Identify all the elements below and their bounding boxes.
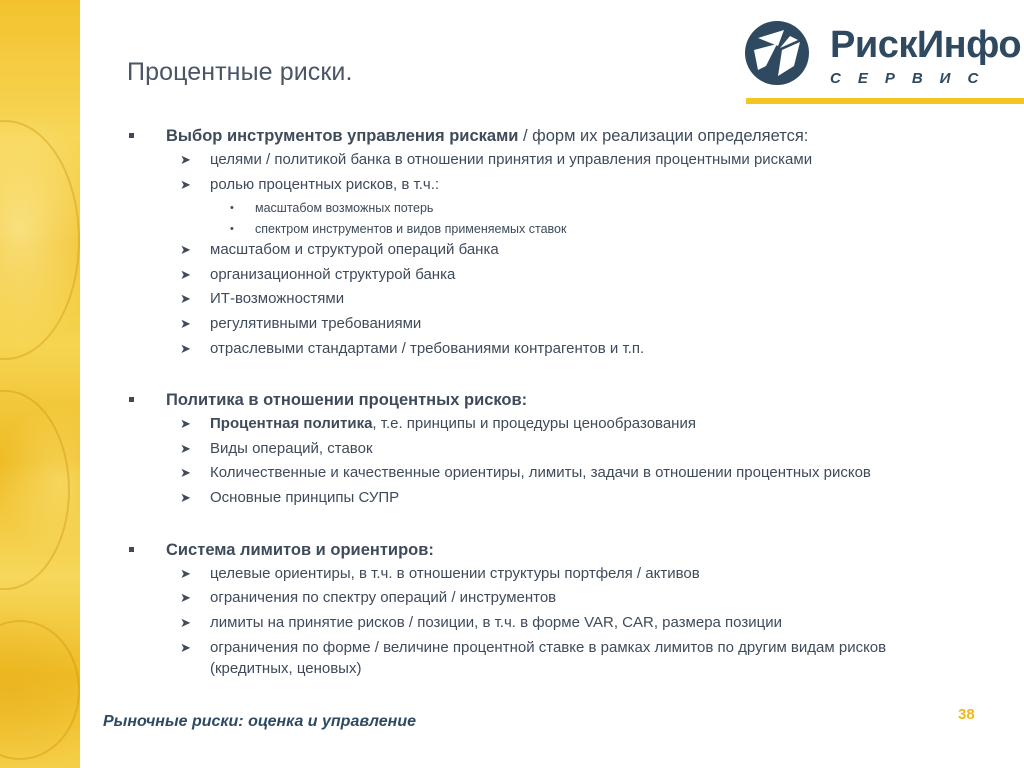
slide-footer: Рыночные риски: оценка и управление: [103, 713, 416, 730]
arrowhead-bullet-icon: ➤: [180, 176, 191, 192]
section-heading: [127, 126, 1007, 150]
section-heading: [127, 540, 1007, 564]
decorative-gold-coin-band: [0, 0, 80, 768]
logo-subtitle: СЕРВИС: [830, 70, 996, 87]
logo-brand-name: РискИнфо: [830, 24, 1022, 66]
coin-outline: [0, 620, 80, 760]
arrowhead-bullet-icon: ➤: [180, 640, 191, 656]
list-item: ➤ ролью процентных рисков, в т.ч.:: [180, 175, 440, 193]
coin-outline: [0, 390, 70, 590]
list-item: ➤ регулятивными требованиями: [180, 314, 422, 332]
arrowhead-bullet-icon: ➤: [180, 489, 191, 505]
dot-bullet-icon: •: [230, 202, 234, 215]
square-bullet-icon: [129, 397, 134, 402]
list-item: ➤ Количественные и качественные ориентиры, лимиты, задачи в отношении процентных рисков: [180, 464, 871, 482]
sub-list-item: • масштабом возможных потерь: [230, 201, 434, 216]
arrowhead-bullet-icon: ➤: [180, 590, 191, 606]
arrowhead-bullet-icon: ➤: [180, 315, 191, 331]
list-item: ➤ ограничения по спектру операций / инструментов: [180, 589, 557, 607]
heading-bold-text: Политика в отношении процентных рисков:: [166, 391, 528, 410]
list-item: ➤ масштабом и структурой операций банка: [180, 241, 499, 259]
bullet-content: [127, 126, 1007, 679]
list-item: ➤ ограничения по форме / величине процентной ставке в рамках лимитов по другим видам рисков (кредитных, ценовых): [180, 639, 887, 678]
section-heading: [127, 390, 1007, 414]
coin-outline: [0, 120, 80, 360]
heading-bold-text: Система лимитов и ориентиров:: [166, 540, 434, 559]
arrowhead-bullet-icon: ➤: [180, 266, 191, 282]
arrowhead-bullet-icon: ➤: [180, 152, 191, 167]
section-policy: [127, 390, 1007, 512]
arrowhead-bullet-icon: ➤: [180, 565, 191, 581]
logo-accent-rule: [746, 98, 1024, 104]
dot-bullet-icon: •: [230, 222, 234, 235]
square-bullet-icon: [129, 547, 134, 552]
arrowhead-bullet-icon: ➤: [180, 340, 191, 356]
riskinfo-logo: [744, 20, 1024, 106]
page-number: 38: [958, 706, 975, 723]
list-item: ➤ лимиты на принятие рисков / позиции, в т.ч. в форме VAR, CAR, размера позиции: [180, 613, 782, 631]
list-item: ➤ организационной структурой банка: [180, 265, 456, 283]
list-item: ➤ Основные принципы СУПР: [180, 488, 400, 506]
heading-rest-text: / форм их реализации определяется:: [518, 127, 809, 145]
slide-title: Процентные риски.: [127, 58, 353, 86]
section-limits: [127, 540, 1007, 680]
arrowhead-bullet-icon: ➤: [180, 416, 191, 432]
list-item: ➤ целями / политикой банка в отношении принятия и управления процентными рисками: [180, 151, 813, 168]
riskinfo-logo-mark-icon: [744, 20, 810, 86]
list-item: ➤ целевые ориентиры, в т.ч. в отношении структуры портфеля / активов: [180, 564, 700, 582]
list-item: ➤ отраслевыми стандартами / требованиями контрагентов и т.п.: [180, 339, 645, 357]
list-item: ➤ ИТ-возможностями: [180, 290, 345, 308]
arrowhead-bullet-icon: ➤: [180, 465, 191, 481]
heading-bold-text: Выбор инструментов управления рисками: [166, 127, 519, 145]
arrowhead-bullet-icon: ➤: [180, 291, 191, 307]
square-bullet-icon: [129, 133, 134, 138]
section-instruments: [127, 126, 1007, 363]
list-item: ➤ Процентная политика, т.е. принципы и процедуры ценообразования: [180, 415, 696, 433]
arrowhead-bullet-icon: ➤: [180, 242, 191, 258]
arrowhead-bullet-icon: ➤: [180, 614, 191, 630]
sub-list-item: • спектром инструментов и видов применяемых ставок: [230, 221, 567, 236]
arrowhead-bullet-icon: ➤: [180, 440, 191, 456]
list-item: ➤ Виды операций, ставок: [180, 439, 373, 457]
